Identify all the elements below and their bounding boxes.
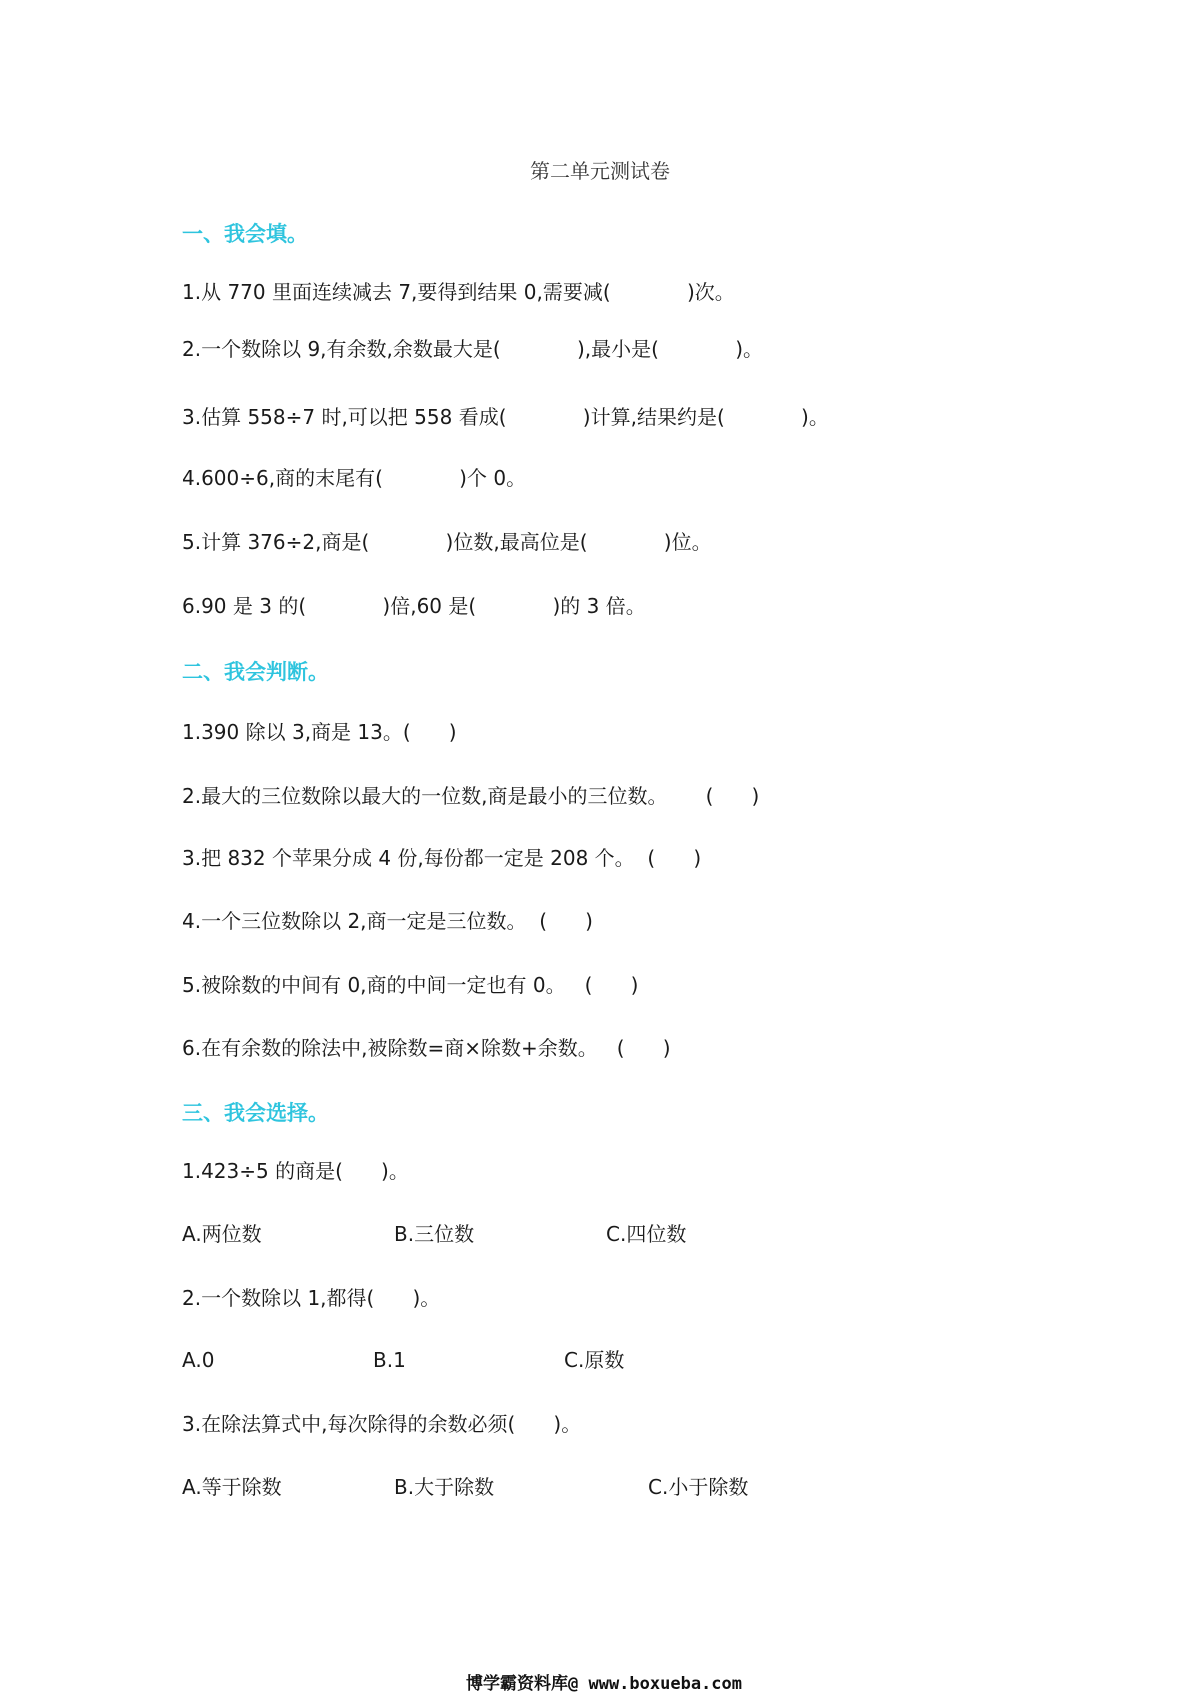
section-3-heading: 三、我会选择。 — [182, 1101, 329, 1125]
choice-3-option-a: A.等于除数 — [182, 1475, 282, 1499]
fill-question-2: 2.一个数除以 9,有余数,余数最大是( ),最小是( )。 — [182, 337, 764, 361]
choice-1-option-b: B.三位数 — [394, 1222, 475, 1246]
judge-question-3: 3.把 832 个苹果分成 4 份,每份都一定是 208 个。 ( ) — [182, 846, 702, 870]
footer-watermark: 博学霸资料库@ www.boxueba.com — [466, 1674, 742, 1694]
fill-question-4: 4.600÷6,商的末尾有( )个 0。 — [182, 466, 527, 490]
choice-question-1: 1.423÷5 的商是( )。 — [182, 1159, 409, 1183]
choice-3-option-c: C.小于除数 — [648, 1475, 749, 1499]
page-title: 第二单元测试卷 — [530, 159, 670, 183]
choice-1-option-a: A.两位数 — [182, 1222, 262, 1246]
choice-2-option-a: A.0 — [182, 1348, 215, 1372]
judge-question-6: 6.在有余数的除法中,被除数=商×除数+余数。 ( ) — [182, 1036, 671, 1060]
fill-question-5: 5.计算 376÷2,商是( )位数,最高位是( )位。 — [182, 530, 712, 554]
choice-1-option-c: C.四位数 — [606, 1222, 687, 1246]
judge-question-2: 2.最大的三位数除以最大的一位数,商是最小的三位数。 ( ) — [182, 784, 760, 808]
choice-2-option-b: B.1 — [373, 1348, 406, 1372]
choice-3-option-b: B.大于除数 — [394, 1475, 495, 1499]
choice-2-option-c: C.原数 — [564, 1348, 625, 1372]
choice-question-2: 2.一个数除以 1,都得( )。 — [182, 1286, 441, 1310]
judge-question-1: 1.390 除以 3,商是 13。( ) — [182, 720, 457, 744]
choice-question-3: 3.在除法算式中,每次除得的余数必须( )。 — [182, 1412, 582, 1436]
judge-question-4: 4.一个三位数除以 2,商一定是三位数。 ( ) — [182, 909, 593, 933]
fill-question-6: 6.90 是 3 的( )倍,60 是( )的 3 倍。 — [182, 594, 646, 618]
fill-question-3: 3.估算 558÷7 时,可以把 558 看成( )计算,结果约是( )。 — [182, 405, 829, 429]
judge-question-5: 5.被除数的中间有 0,商的中间一定也有 0。 ( ) — [182, 973, 639, 997]
section-1-heading: 一、我会填。 — [182, 222, 308, 246]
fill-question-1: 1.从 770 里面连续减去 7,要得到结果 0,需要减( )次。 — [182, 280, 735, 304]
section-2-heading: 二、我会判断。 — [182, 660, 329, 684]
